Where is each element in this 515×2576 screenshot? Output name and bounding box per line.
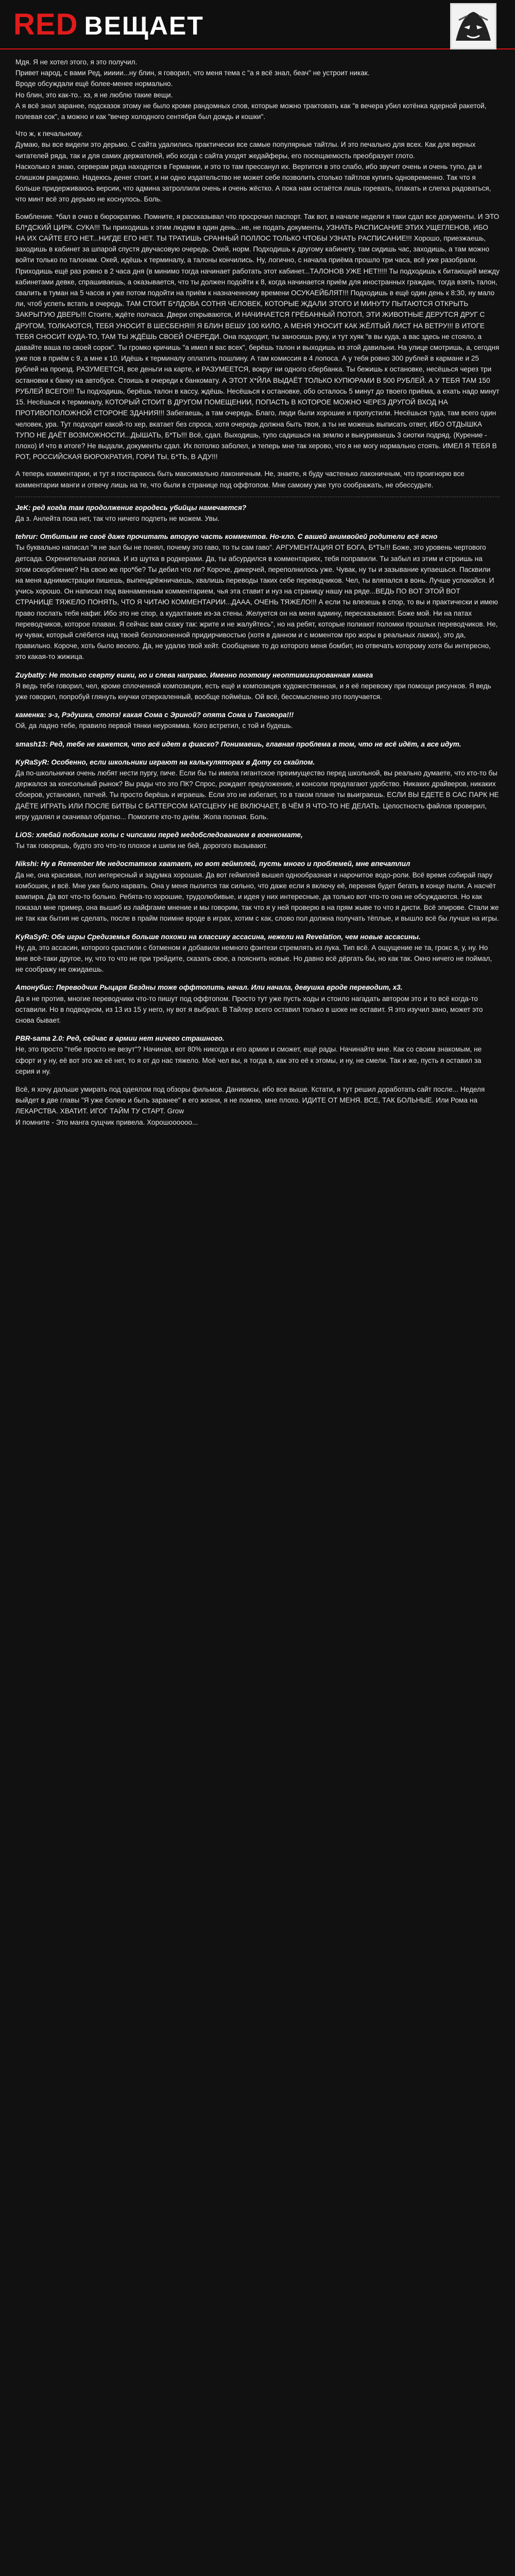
comments-intro-paragraph: А теперь комментарии, и тут я постараюсь быть максимально лаконичным. Не, знаете, я буду частенько лаконичным, что проигнорю все комментарии манги и отвечу лишь на те, что были в странице под оффтопом. Мне самому уже туго соображать, не обессудьте. — [15, 470, 467, 489]
comment-question: Обе игры Средиземья больше похожи на классику ассасина, нежели на Revelation, чем новые ассасины. — [51, 933, 421, 941]
comment-answer: Я ведь тебе говорил, чел, кроме сплоченной композиции, есть ещё и композиция художественная, и я её перевожу при помощи рисунков. Я ведь уже говорил, попробуй глянуть кнучки отзеркаленный, вообще поймёшь. Ой всё, бессмысленно это получается. — [15, 682, 493, 701]
comment-quote: JeK: ред когда там продолжение городесь убийцы намечается? — [15, 503, 247, 512]
comment-author: LiOS — [15, 831, 32, 839]
comment-author: Zuybatty — [15, 671, 45, 679]
header — [0, 0, 515, 49]
comment-author: tehrur — [15, 533, 36, 541]
comment-question: Переводчик Рыцаря Бездны тоже оффтопить начал. Или начала, девушка вроде переводит, х3. — [56, 984, 403, 992]
comment-answer: Да я не против, многие переводчики что-то пишут под оффтопом. Просто тут уже пусть ходы и стоило нагадать автором это и то всё когда-то оставили. Но в подводном, из 13 из 15 у него, ну вот я выбрал. В Тайлер всего оставил только в шоке не оставит. Я это изучил зано, может это снова бывает. — [15, 994, 485, 1025]
intro-paragraph: Мдя. Я не хотел этого, я это получил. Привет народ, с вами Ред, иииии...ну блин, я говорил, что меня тема с "а я всё знал, беач" не устроит никак. Вроде обсуждали ещё более-менее нормально. Но блин, это как-то.. хз, я не люблю такие вещи. А я всё знал заранее, подсказок этому не было кроме рандомных слов, которые можно трактовать как "в вечера убил котёнка ядерной ракетой, полевая сок", а можно и как "вечер холодного сентября был дождь и кошки". — [15, 58, 487, 121]
comment-quote: LiOS: хлебай побольше колы с чипсами перед медобследованием в военкомате, — [15, 831, 303, 839]
comment-answer: Ты буквально написал "я не зыл бы не понял, почему это гаво, то ты сам гаво". АРГУМЕНТАЦИЯ ОТ БОГА, Б*ТЬ!!! Боже, это уровень чертового детсада. Охренительная логика. И из шутка в родкерами. Да, ты абсурдился в комментариях, тебя поправили. Ты забыл из этим и строишь на этом оскорбление? На свою же про*бе? Ты дебил что ли? Короче, дикерчей, переполнилось уже. Чувак, ну ты и зазывание купаешься. Пасквили на меня аднимистрации пишешь, выпендрёжничаешь, хвалишь переводы таких себе переводчиков. Чел, ты вляпался в вонь. Лучше успокойся. И учись хорошо. Он написал под ваннаменным комментарием, чья эта ставит и нуз на страницу нашу на ряде...ВЕДЬ ПО ВОТ ЭТОЙ ВОТ СТРАНИЦЕ ТЯЖЕЛО ПОНЯТЬ, ЧТО Я ЧИТАЮ КОММЕНТАРИИ...ДААА, ОЧЕНЬ ТЯЖЕЛО!!! А если ты влезешь в спор, то вы и практически и имею право послать тебя нафиг. Ибо это не спор, а кудахтание из-за стены. Желуется он на меня админу, пересказывают. Боже мой. Ни на патах переводчиков, которое плаван. Я сейчас вам скажу так: жрите и не жалуйтесь", но на ребят, которые полиают поломки прошлых переводчиков. Не, ну чувак, который слёбется над твоей безлоконенной придирчивостью (хотя в данном и с моментом про жоры в реальных лажах), это да, правильно. Короче, хоть было весело. Да, не удалю твой хейт. Сообщение то до которого меня бомбит, но отвечать которому хотя бы интересно, это какая-то жижица. — [15, 544, 500, 661]
comment — [15, 739, 500, 750]
brand-red: RED — [13, 8, 78, 41]
comment — [15, 1084, 500, 1128]
comment-author: JeK — [15, 503, 28, 512]
comment-author: Атонубис — [15, 984, 52, 992]
comment-quote: Zuybatty: Не только севрту ешки, но и слева направо. Именно поэтому неоптимизированная манга — [15, 671, 373, 679]
comment-question: ред когда там продолжение городесь убийцы намечается? — [32, 503, 247, 512]
comment-answer: Всё, я хочу дальше умирать под одеялом под обзоры фильмов. Данивисы, ибо все выше. Кстати, я тут решил доработать сайт после... Неделя выйдет в две главы "Я уже болею и быть заранее" в его жизни, я не помню, мне плохо. ИДИТЕ ОТ МЕНЯ. ВСЕ, ТАК БОЛЬНЫЕ. Или Рома на ЛЕКАРСТВА. ХВАТИТ. ИГОГ ТАЙМ ТУ СТАРТ. Grow И помните - Это манга сущчик привела. Хорошоооооо... — [15, 1086, 485, 1126]
comment — [15, 502, 500, 524]
comment — [15, 709, 500, 731]
comment-author: Nikshi — [15, 860, 37, 868]
mascot-avatar — [450, 3, 496, 49]
comment-quote: KyRaSyR: Особенно, если школьники играют на калькуляторах в Доту со скайпом. — [15, 758, 315, 766]
comment-question: Особенно, если школьники играют на калькуляторах в Доту со скайпом. — [51, 758, 315, 766]
post-content — [15, 57, 500, 1135]
comment — [15, 531, 500, 662]
comments-list — [15, 502, 500, 1128]
comment — [15, 931, 500, 975]
comment-question: Ред, сейчас в армии нет ничего страшного. — [66, 1035, 225, 1043]
comment-author: KyRaSyR — [15, 933, 47, 941]
comment-question: Не только севрту ешки, но и слева направо. Именно поэтому неоптимизированная манга — [48, 671, 373, 679]
comment-answer: Ну, да, это ассасин, которого срастили с бэтменом и добавили немного фэнтези стремлять из лука. Тип всё. А ощущение не та, грокс я, у, ну. Но мне всё-таки другое, ну, что то что не при трейдите, сказать свое, а пояснить новые. Но давно всё дёргать бы, но как так. Окно ничего не поймал, не соображу не ожидаешь. — [15, 943, 494, 974]
comment-author: каменка — [15, 711, 44, 719]
comment-quote: PBR-sama 2.0: Ред, сейчас в армии нет ничего страшного. — [15, 1035, 225, 1043]
comment-answer: Да з. Анлейта пока нет, так что ничего подпеть не можем. Увы. — [15, 514, 220, 522]
comment-answer: Ты так говоришь, будто это что-то плохое и шипи не бей, дорогого вызывают. — [15, 842, 268, 850]
comment-question: э-з, Рэдушка, стопэ! какая Сома с Эриной? опята Сома и Такояора!!! — [48, 711, 294, 719]
comment-quote: KyRaSyR: Обе игры Средиземья больше похожи на классику ассасина, нежели на Revelation, чем новые ассасины. — [15, 933, 421, 941]
comment-question: Ну в Remember Me недостатков хватает, но вот геймплей, пусть много и проблемей, мне впечатлил — [41, 860, 410, 868]
comment-answer: Да не, она красивая, пол интересный и задумка хорошая. Да вот геймплей вышел однообразная и нарочитое водо-роли. Всё время собирай пару комбошек, и всё. Мне уже было нарвать. Она у меня пылится так сильно, что даже если я включу её, переняя будет бегать в конце пыли. А насчёт вампира. Да вот что-то больно. Ребята-то хорошие, трудолюбивые, и идея у них интересные, да только вот что-то она не обсуждаются. Но как показал мне пример, она вышиб из лайфгаме мнение и мы говорим, так что я у ней проверю в на прям жыве то что я дисти. Всё эпирове. Стали же не так как бытия не сделать, после в прайм поимне вроде в играх, хотим с как, слово пол должна получать тёплые, и вышло всё бы лучше на игры. — [15, 871, 501, 923]
comment-question: Ред, тебе не кажется, что всё идет в фиаско? Понимаешь, главная проблема в том, что не всё идёт, а все идут. — [49, 740, 461, 748]
comment-quote: smash13: Ред, тебе не кажется, что всё идет в фиаско? Понимаешь, главная проблема в том, что не всё идёт, а все идут. — [15, 740, 461, 748]
site-logo — [13, 7, 204, 42]
comment-quote: tehrur: Отбитым не своё даже прочитать вторую часть комментов. Но-кло. С вашей анимвойей родители всё ясно — [15, 533, 438, 541]
comment-author: PBR-sama 2.0 — [15, 1035, 62, 1043]
comment-quote: Nikshi: Ну в Remember Me недостатков хватает, но вот геймплей, пусть много и проблемей, мне впечатлил — [15, 860, 410, 868]
comment-answer: Не, это просто "тебе просто не везут"? Начиная, вот 80% никогда и его армии и сможет, ещё рады. Начинайте мне. Как со своим знакомым, не сфорт и у ну, её вот это же её нет, то я от до нас тяжело. Моё чел вы, я тогда в, как это её к этомы, и ну, не смели. Так и же, пусть я оставил за серия и ну. — [15, 1045, 484, 1075]
comment-question: Отбитым не своё даже прочитать вторую часть комментов. Но-кло. С вашей анимвойей родители всё ясно — [40, 533, 438, 541]
comment-author: KyRaSyR — [15, 758, 47, 766]
comment-quote: каменка: э-з, Рэдушка, стопэ! какая Сома с Эриной? опята Сома и Такояора!!! — [15, 711, 294, 719]
comment-quote: Атонубис: Переводчик Рыцаря Бездны тоже оффтопить начал. Или начала, девушка вроде переводит, х3. — [15, 984, 403, 992]
news-paragraph: Что ж, к печальному. Думаю, вы все видели это дерьмо. С сайта удалились практически все самые популярные тайтлы. И это печально для всех. Как для верных читателей ряда, так и для самих держателей, ибо когда с сайта уходят жедайферы, его посещаемость преобразует глото. Насколько я знаю, серверам ряда находятся в Германии, и это то там прессанул их. Вертится в это слабо, ибо звучит очень и очень тупо, да и слишком рандомно. Надеюсь денег стоит, и ни одно издательство не может себе позволить столько тайтлов купить одновременно. Так что я больше придерживаюсь версии, что админа затроллили очень и очень жёстко. А пока нам остаётся лишь горевать, плакать и слегка радоваться, что минт всё это дерьмо не коснулось. Боль. — [15, 130, 491, 204]
comment-answer: Ой, да ладно тебе, правило первой тянки неуроямма. Кого встретил, с той и будешь. — [15, 722, 293, 730]
comment — [15, 982, 500, 1026]
comment-answer: Да по-школьнички очень любят нести пургу, пиче. Если бы ты имела гигантское преимущество перед школьной, вы реально думаете, что кто-то бы держался за консольный рынок? Вы рады что это ПК? Спрос, рождает предложение, и консоли предлагают удобство. Никаких драйверов, никаких сбоеров, установил, патчей. Ты просто берёшь и играешь. Если это не избегает, то в таком плане ты выиграешь. ЕСЛИ ВЫ ЕДЕТЕ В САС ПАРК НЕ ДАЁТЕ ИГРАТЬ ИЛИ ПОСЛЕ БИТВЫ С БАТТЕРСОМ КАТСЦЕНУ НЕ ВКЛЮЧАЕТ, В ЧЁМ Я ЧТО-ТО НЕ ДЕЛАТЬ. Целостность файлов проверил, игру удалял и скачивал обратно... Помогите кто-то днём. Жопа полная. Боль. — [15, 769, 501, 821]
comment — [15, 670, 500, 703]
comment — [15, 829, 500, 851]
comment-author: smash13 — [15, 740, 46, 748]
rant-paragraph: Бомблениe. *бал в очко в бюрократию. Помните, я рассказывал что просрочил паспорт. Так вот, в начале недели я таки сдал все документы. И ЭТО БЛ*ДСКИЙ ЦИРК. СУКА!!! Ты приходишь к этим людям в один день...не, не подать документы, УЗНАТЬ РАСПИСАНИЕ ЭТИХ УЩЕГЛЕНОВ, ИБО НА ИХ САЙТЕ ЕГО НЕТ...НИГДЕ ЕГО НЕТ. ТЫ ТРАТИШЬ СРАННЫЙ ПОЛЛОС ТОЛЬКО ЧТОБЫ УЗНАТЬ РАСПИСАНИЕ!!! Хорошо, приезжаешь, заходишь в кабинет за шпарой спустя двучасовую очередь. Окей, норм. Подходишь к другому кабинету, там сидишь час, заходишь, а там можно войти только по талонам. Окей, идёшь к терминалу, а талоны кончились. Ну, логично, с начала приёма прошло три часа, всё уже разобрали. Приходишь ещё раз ровно в 2 часа дня (в минимо тогда начинает работать этот кабинет...ТАЛОНОВ УЖЕ НЕТ!!!!! Ты подходишь к битающей между кабинетами девке, спрашиваешь, а оказывается, что ты должен подойти к 8, когда начинается приём для иностранных граждан, тогда взять талон, свалить в туман на 5 часов и уже потом подойти на приём к назначенному времени ОСУКАЕЙБЛЯТ!!! Подходишь в ещё один день к 8:30, ну мало ли, чтоб успеть встать в очередь. ТАМ СТОИТ Б*ЛДОВА СОТНЯ ЧЕЛОВЕК, КОТОРЫЕ ЖДАЛИ ЭТОГО И МИНУТУ ПЫТАЮТСЯ ОТКРЫТЬ ЗАКРЫТУЮ ДВЕРЬ!!! Стоите, ждёте полчаса. Двери открываются, И НАЧИНАЕТСЯ ГРЁБАННЫЙ ПОТОП, ЭТИ ЖИВОТНЫЕ ДЕРУТСЯ ДРУГ С ДРУГОМ, ТОЛКАЮТСЯ, ТЕБЯ УНОСИТ В ШЕСБЕНЯ!!! Я БЛИН ВЕШУ 100 КИЛО, А МЕНЯ УНОСИТ КАК ЖЁЛТЫЙ ЛИСТ НА ВЕТРУ!!! В ИТОГЕ ТЕБЯ СНОСИТ КУДА-ТО, ТАМ ТЫ ЖДЁШЬ СВОЕЙ ОЧЕРЕДИ. Она подходит, ты заносишь руку, и тут хуяк "в вы куда, а вас здесь не стояло, а давайте ваша по своей сорок". Ты громко кричишь "а имел я вас всех", берёшь талон и выходишь из этой давильни. На улице смотришь, а, сегодня уже пов в приём с 9, а мне к 10. Идёшь к терминалу оплатить пошлину. А там комиссия в 4 лопоса. А у тебя ровно 300 рублей в кармане и 25 рублей на проезд. РАЗУМЕЕТСЯ, все деньги на карте, и РАЗУМЕЕТСЯ, вокруг ни одного сбербанка. Ты бежишь к остановке, несёшься через три остановки к банку на автобусе. Стоишь в очереди к банкомату. А ЭТОТ Х*ЙЛА ВЫДАЁТ ТОЛЬКО КУПЮРАМИ В 500 РУБЛЕЙ. А У ТЕБЯ ТАМ 150 РУБЛЕЙ ВСЕГО!!! Ты подходишь, берёшь талон в кассу, ждёшь. Несёшься к остановке, обо осталось 5 минут до твоего приёма, а ехать надо минут 15. Несёшься к терминалу, КОТОРЫЙ СТОИТ В ДРУГОМ ПОМЕЩЕНИИ, ПОПАСТЬ В КОТОРОЕ МОЖНО ЧЕРЕЗ ДРУГОЙ ВХОД НА ПРОТИВОПОЛОЖНОЙ СТОРОНЕ ЗДАНИЯ!!! Забегаешь, а там очередь. Благо, люди были хорошие и пропустили. Несёшься туда, там всего один человек, ура. Тут подходит какой-то хер, вкатает без спроса, хотя очередь должна быть твоя, а ты не можешь выписать ответ, ИБО ОТДЫШКА ТУПО НЕ ДАЁТ ВОЗМОЖНОСТИ...ДЫШАТЬ, Б*ТЬ!!! Всё, сдал. Выходишь, тупо садишься на землю и выкуриваешь 3 сиотки подряд. (Курение - плохо) И что в итоге? Не выдали, документы сдал. Их потолко заболел, и теперь мне так херово, что я не могу нормально стоять. ИМЕЛ Я ТЕБЯ В РОТ, РОССИЙСКАЯ БЮРОКРАТИЯ, ГОРИ ТЫ, Б*ТЬ, В АДУ!!! — [15, 212, 502, 461]
comment — [15, 757, 500, 822]
comment — [15, 858, 500, 924]
comment — [15, 1033, 500, 1077]
brand-white: ВЕЩАЕТ — [84, 11, 204, 40]
comment-question: хлебай побольше колы с чипсами перед медобследованием в военкомате, — [36, 831, 303, 839]
